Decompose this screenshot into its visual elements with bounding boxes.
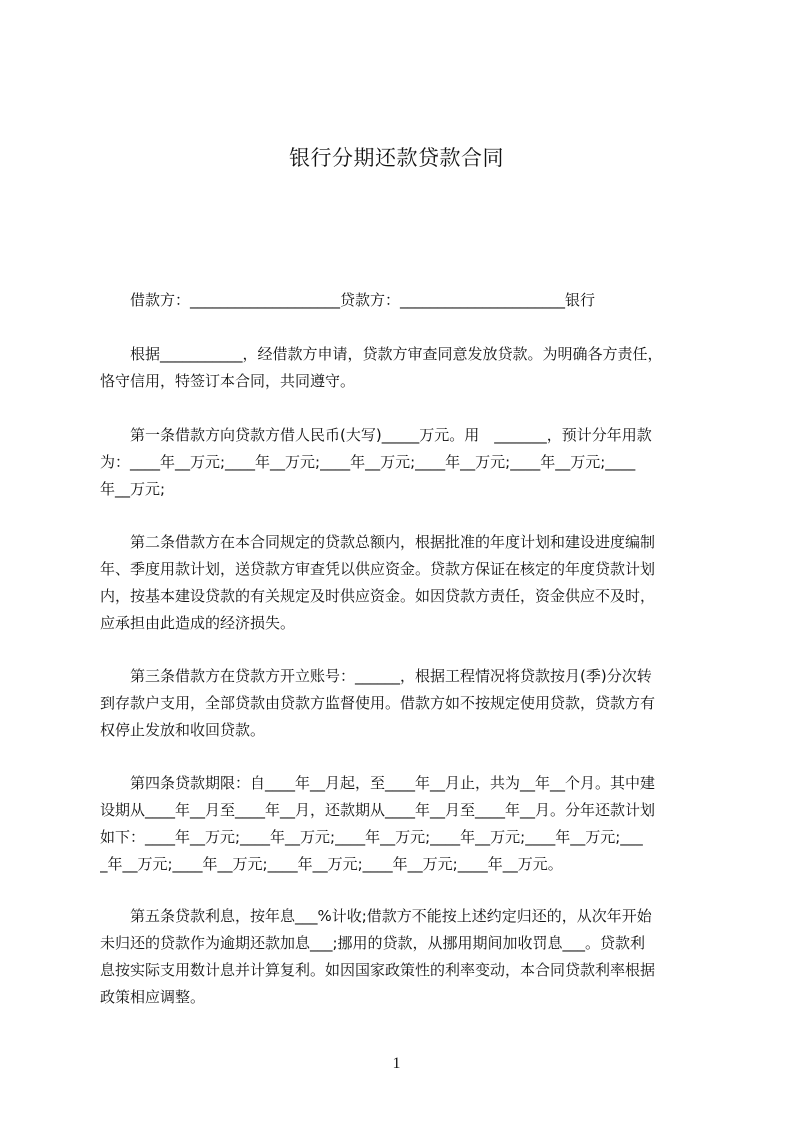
party-line: 借款方：____________________贷款方：______________________银行 <box>100 291 596 309</box>
article-2-line-1: 第二条借款方在本合同规定的贷款总额内，根据批准的年度计划和建设进度编制 <box>100 533 656 551</box>
page-number: 1 <box>392 1055 401 1072</box>
article-2-line-4: 应承担由此造成的经济损失。 <box>100 614 296 632</box>
document-title: 银行分期还款贷款合同 <box>289 146 504 170</box>
article-4-line-4: _年__万元;____年__万元;____年__万元;____年__万元;____年__万元。 <box>100 855 563 873</box>
article-1-line-1: 第一条借款方向贷款方借人民币(大写)_____万元。用 _______，预计分年用款 <box>100 426 652 444</box>
article-2-line-3: 内，按基本建设贷款的有关规定及时供应资金。如因贷款方责任，资金供应不及时， <box>100 587 656 605</box>
article-3-line-1: 第三条借款方在贷款方开立账号：______，根据工程情况将贷款按月(季)分次转 <box>100 667 652 685</box>
article-3-line-2: 到存款户支用，全部贷款由贷款方监督使用。借款方如不按规定使用贷款，贷款方有 <box>100 694 656 712</box>
article-3-line-3: 权停止发放和收回贷款。 <box>100 721 266 739</box>
article-5-line-1: 第五条贷款利息，按年息___%计收;借款方不能按上述约定归还的，从次年开始 <box>100 907 652 925</box>
article-5-line-3: 息按实际支用数计息并计算复利。如因国家政策性的利率变动，本合同贷款利率根据 <box>100 961 656 979</box>
article-4-line-3: 如下：____年__万元;____年__万元;____年__万元;____年__万元;____年__万元;___ <box>100 828 643 846</box>
article-1-line-3: 年__万元; <box>100 480 166 498</box>
article-1-line-2: 为：____年__万元;____年__万元;____年__万元;____年__万元;____年__万元;____ <box>100 453 636 471</box>
article-5-line-2: 未归还的贷款作为逾期还款加息___;挪用的贷款，从挪用期间加收罚息___。贷款利 <box>100 934 646 952</box>
article-4-line-2: 设期从____年__月至____年__月，还款期从____年__月至____年__月。分年还款计划 <box>100 801 656 819</box>
article-5-line-4: 政策相应调整。 <box>100 988 206 1006</box>
article-4-line-1: 第四条贷款期限：自____年__月起，至____年__月止，共为__年__个月。其中建 <box>100 774 656 792</box>
preamble-line-1: 根据___________，经借款方申请，贷款方审查同意发放贷款。为明确各方责任， <box>100 345 663 363</box>
preamble-line-2: 恪守信用，特签订本合同，共同遵守。 <box>100 372 356 390</box>
article-2-line-2: 年、季度用款计划，送贷款方审查凭以供应资金。贷款方保证在核定的年度贷款计划 <box>100 560 656 578</box>
